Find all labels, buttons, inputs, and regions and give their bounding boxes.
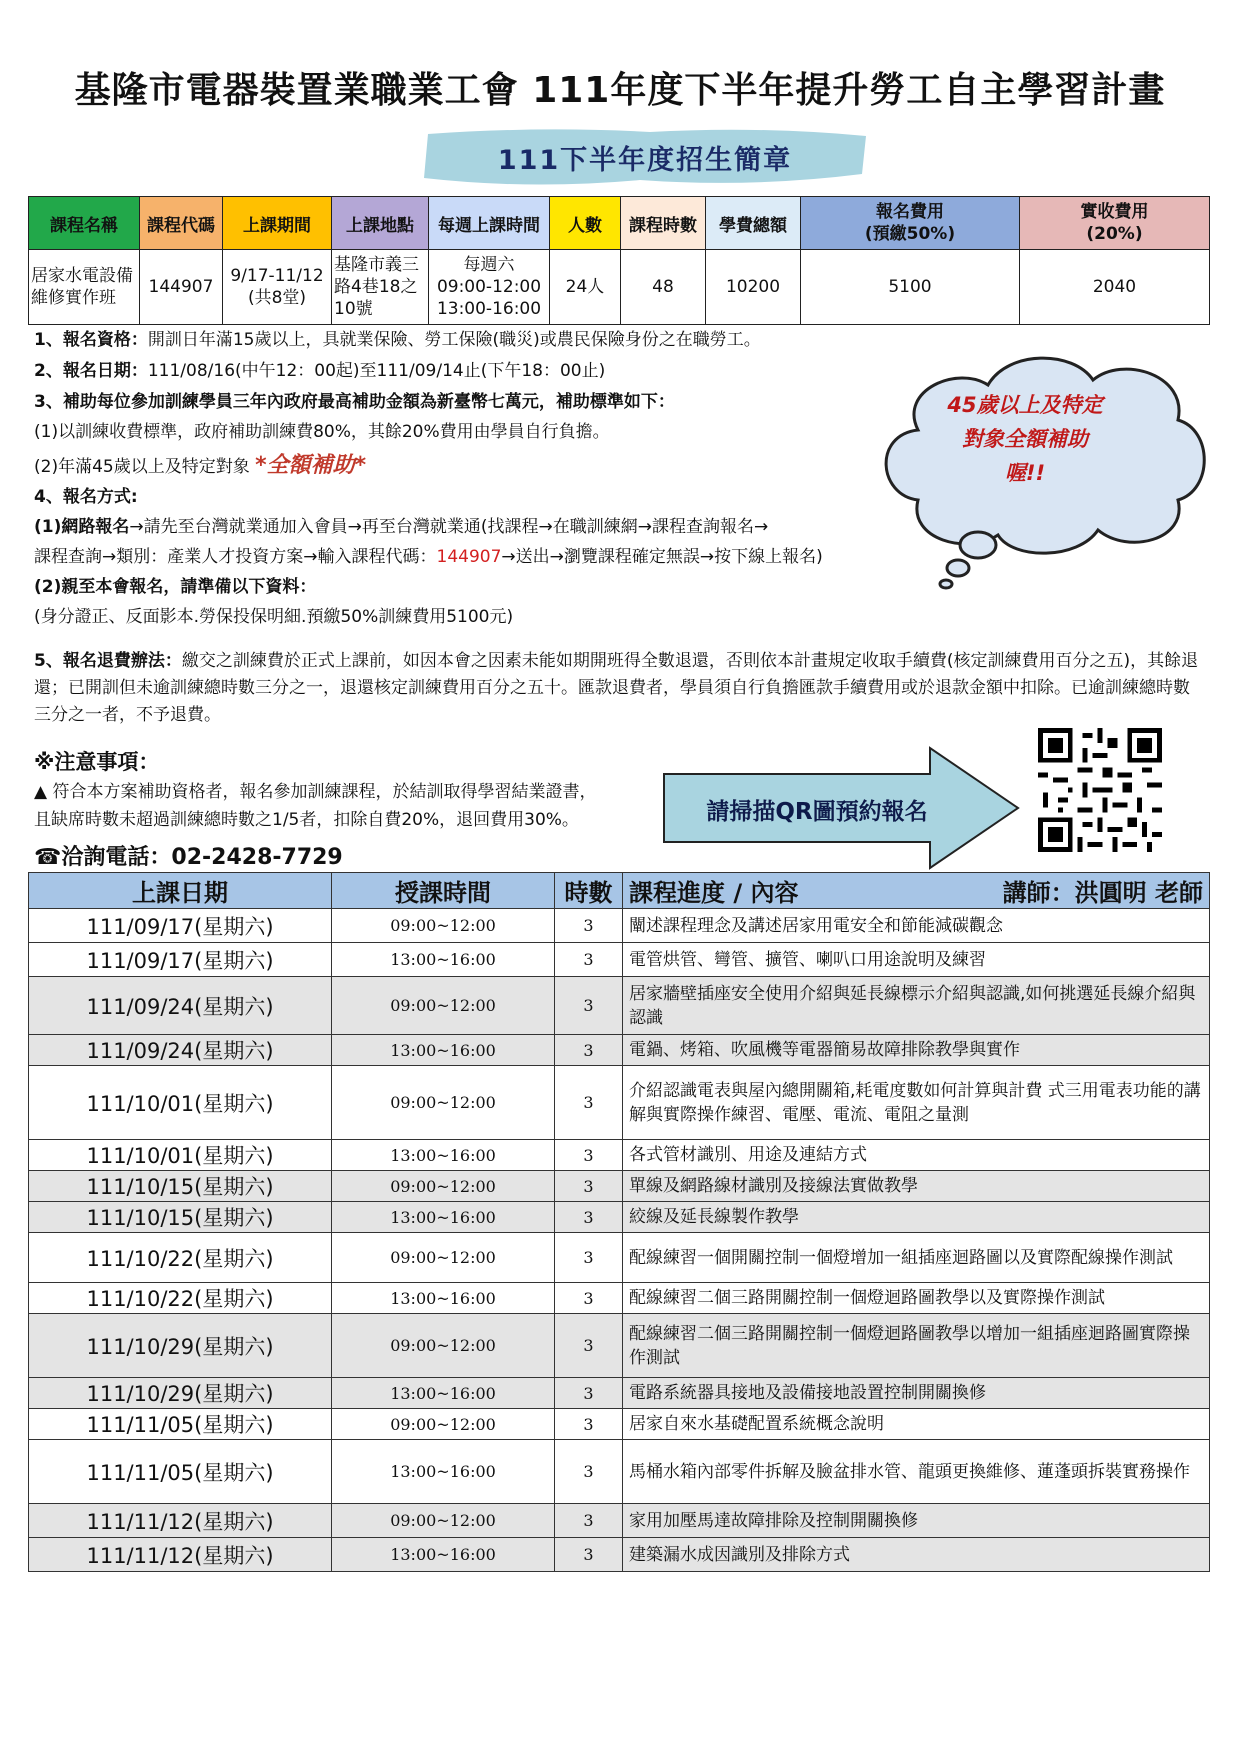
schedule-time: 09:00~12:00	[332, 1504, 555, 1538]
schedule-hours: 3	[555, 1314, 623, 1378]
schedule-hours: 3	[555, 1233, 623, 1283]
hdr-course-code: 課程代碼	[140, 197, 223, 250]
schedule-content: 絞線及延長線製作教學	[623, 1202, 1210, 1233]
schedule-date: 111/09/17(星期六)	[29, 943, 332, 977]
schedule-hours: 3	[555, 1440, 623, 1504]
schedule-content: 電鍋、烤箱、吹風機等電器簡易故障排除教學與實作	[623, 1035, 1210, 1066]
info-subsidy-standard: (1)以訓練收費標準，政府補助訓練費80%，其餘20%費用由學員自行負擔。	[34, 422, 610, 442]
schedule-time: 09:00~12:00	[332, 1409, 555, 1440]
schedule-row	[29, 977, 1210, 1035]
schedule-row	[29, 1504, 1210, 1538]
info-method: 4、報名方式:	[34, 487, 138, 507]
hdr-period: 上課期間	[223, 197, 332, 250]
info-subsidy-full-text: (2)年滿45歲以上及特定對象	[34, 457, 250, 477]
info-refund	[34, 648, 1204, 729]
schedule-content: 家用加壓馬達故障排除及控制開關換修	[623, 1504, 1210, 1538]
schedule-date: 111/10/15(星期六)	[29, 1171, 332, 1202]
schedule-date: 111/11/05(星期六)	[29, 1440, 332, 1504]
hdr-people: 人數	[550, 197, 621, 250]
schedule-date: 111/11/12(星期六)	[29, 1504, 332, 1538]
info-refund-text: 繳交之訓練費於正式上課前，如因本會之因素未能如期開班得全數退還，否則依本計畫規定收取手續費(核定訓練費用百分之五)，其餘退還；已開訓但未逾訓練總時數三分之一，退還核定訓練費用百分之五十。匯款退費者，學員須自行負擔匯款手續費用或於退款金額中扣除。已逾訓練總時數三分之一者，不予退費。	[34, 651, 1199, 725]
schedule-time: 13:00~16:00	[332, 1202, 555, 1233]
info-online-steps-pre: 課程查詢→類別：產業人才投資方案→輸入課程代碼：	[34, 547, 437, 567]
schedule-row	[29, 1035, 1210, 1066]
info-dates-label: 2、報名日期：	[34, 361, 148, 381]
info-eligibility-label: 1、報名資格：	[34, 330, 148, 350]
qr-prompt: 請掃描QR圖預約報名	[706, 799, 928, 825]
schedule-date: 111/10/29(星期六)	[29, 1314, 332, 1378]
course-name: 居家水電設備維修實作班	[29, 250, 140, 325]
schedule-time: 13:00~16:00	[332, 1035, 555, 1066]
schedule-time: 09:00~12:00	[332, 1171, 555, 1202]
schedule-row	[29, 1314, 1210, 1378]
schedule-time: 13:00~16:00	[332, 1378, 555, 1409]
cloud-line-1: 45歲以上及特定	[947, 393, 1103, 417]
info-online-steps-post: →送出→瀏覽課程確定無誤→按下線上報名)	[501, 547, 823, 567]
schedule-time: 09:00~12:00	[332, 1314, 555, 1378]
info-dates	[34, 359, 605, 383]
cloud-message	[905, 388, 1145, 490]
info-refund-label: 5、報名退費辦法：	[34, 651, 182, 671]
schedule-row	[29, 1233, 1210, 1283]
course-period: 9/17-11/12 (共8堂)	[223, 250, 332, 325]
course-weekly-time: 每週六 09:00-12:00 13:00-16:00	[429, 250, 550, 325]
course-table	[28, 196, 1210, 325]
schedule-time: 09:00~12:00	[332, 1233, 555, 1283]
hdr-course-name: 課程名稱	[29, 197, 140, 250]
schedule-date: 111/10/15(星期六)	[29, 1202, 332, 1233]
schedule-row	[29, 1440, 1210, 1504]
hdr-tuition: 學費總額	[706, 197, 801, 250]
schedule-hours: 3	[555, 1140, 623, 1171]
info-documents: (身分證正、反面影本.勞保投保明細.預繳50%訓練費用5100元)	[34, 607, 514, 627]
schedule-content: 配線練習二個三路開關控制一個燈迴路圖教學以增加一組插座迴路圖實際操作測試	[623, 1314, 1210, 1378]
schedule-content: 配線練習二個三路開關控制一個燈迴路圖教學以及實際操作測試	[623, 1283, 1210, 1314]
qr-code-icon[interactable]	[1038, 728, 1162, 852]
hdr-content-label: 課程進度 / 內容	[629, 879, 799, 907]
info-eligibility	[34, 328, 761, 352]
schedule-row	[29, 1409, 1210, 1440]
schedule-hours: 3	[555, 1171, 623, 1202]
course-people: 24人	[550, 250, 621, 325]
schedule-date: 111/11/05(星期六)	[29, 1409, 332, 1440]
schedule-hours: 3	[555, 1378, 623, 1409]
schedule-time: 13:00~16:00	[332, 1440, 555, 1504]
schedule-time: 13:00~16:00	[332, 1140, 555, 1171]
info-in-person: (2)親至本會報名，請準備以下資料：	[34, 577, 317, 597]
schedule-row	[29, 1538, 1210, 1572]
schedule-content: 馬桶水箱內部零件拆解及臉盆排水管、龍頭更換維修、蓮蓬頭拆裝實務操作	[623, 1440, 1210, 1504]
schedule-hours: 3	[555, 943, 623, 977]
schedule-row	[29, 1378, 1210, 1409]
phone-number: ☎洽詢電話：02-2428-7729	[34, 845, 343, 870]
schedule-content: 居家牆壁插座安全使用介紹與延長線標示介紹與認識,如何挑選延長線介紹與認識	[623, 977, 1210, 1035]
schedule-hours: 3	[555, 977, 623, 1035]
info-subsidy-full	[34, 454, 366, 479]
schedule-content: 配線練習一個開關控制一個燈增加一組插座迴路圖以及實際配線操作測試	[623, 1233, 1210, 1283]
info-subsidy: 3、補助每位參加訓練學員三年內政府最高補助金額為新臺幣七萬元，補助標準如下：	[34, 392, 675, 412]
hdr-hours: 課程時數	[621, 197, 706, 250]
cloud-line-3: 喔!!	[1004, 461, 1046, 485]
schedule-content: 闡述課程理念及講述居家用電安全和節能減碳觀念	[623, 909, 1210, 943]
schedule-content: 居家自來水基礎配置系統概念說明	[623, 1409, 1210, 1440]
hdr-hours: 時數	[555, 873, 623, 909]
info-online-text: →請先至台灣就業通加入會員→再至台灣就業通(找課程→在職訓練網→課程查詢報名→	[129, 517, 769, 537]
info-online	[34, 515, 768, 539]
info-dates-text: 111/08/16(中午12：00起)至111/09/14止(下午18：00止)	[147, 361, 606, 381]
schedule-date: 111/10/22(星期六)	[29, 1283, 332, 1314]
hdr-weekly-time: 每週上課時間	[429, 197, 550, 250]
schedule-time: 13:00~16:00	[332, 1283, 555, 1314]
notice-line-1: ▲ 符合本方案補助資格者，報名參加訓練課程，於結訓取得學習結業證書，	[34, 782, 597, 802]
hdr-location: 上課地點	[332, 197, 429, 250]
course-hours: 48	[621, 250, 706, 325]
notice-title: ※注意事項：	[34, 750, 160, 774]
hdr-content	[623, 873, 1210, 909]
hdr-time: 授課時間	[332, 873, 555, 909]
schedule-date: 111/10/22(星期六)	[29, 1233, 332, 1283]
course-tuition: 10200	[706, 250, 801, 325]
schedule-row	[29, 909, 1210, 943]
info-course-code: 144907	[436, 547, 502, 567]
schedule-hours: 3	[555, 1409, 623, 1440]
full-subsidy-highlight: *全額補助*	[255, 453, 367, 478]
schedule-time: 09:00~12:00	[332, 1066, 555, 1140]
info-online-label: (1)網路報名	[34, 517, 130, 537]
schedule-date: 111/09/24(星期六)	[29, 977, 332, 1035]
course-registration-fee: 5100	[801, 250, 1020, 325]
schedule-hours: 3	[555, 1202, 623, 1233]
notice-line-2: 且缺席時數未超過訓練總時數之1/5者，扣除自費20%，退回費用30%。	[34, 810, 579, 830]
schedule-content: 各式管材識別、用途及連結方式	[623, 1140, 1210, 1171]
schedule-row	[29, 1202, 1210, 1233]
schedule-time: 09:00~12:00	[332, 909, 555, 943]
schedule-time: 13:00~16:00	[332, 943, 555, 977]
schedule-hours: 3	[555, 1283, 623, 1314]
schedule-date: 111/09/17(星期六)	[29, 909, 332, 943]
schedule-hours: 3	[555, 1035, 623, 1066]
course-location: 基隆市義三路4巷18之10號	[332, 250, 429, 325]
hdr-actual-fee: 實收費用 (20%)	[1020, 197, 1210, 250]
banner-title: 111下半年度招生簡章	[497, 145, 793, 176]
schedule-hours: 3	[555, 1066, 623, 1140]
hdr-registration-fee: 報名費用 (預繳50%)	[801, 197, 1020, 250]
schedule-row	[29, 1140, 1210, 1171]
schedule-date: 111/10/01(星期六)	[29, 1140, 332, 1171]
schedule-row	[29, 943, 1210, 977]
schedule-header	[29, 873, 1210, 909]
schedule-row	[29, 1171, 1210, 1202]
cloud-line-2: 對象全額補助	[962, 427, 1088, 451]
schedule-content: 單線及網路線材識別及接線法實做教學	[623, 1171, 1210, 1202]
schedule-content: 電路系統器具接地及設備接地設置控制開關換修	[623, 1378, 1210, 1409]
course-table-row	[29, 250, 1210, 325]
course-actual-fee: 2040	[1020, 250, 1210, 325]
schedule-content: 電管烘管、彎管、擴管、喇叭口用途說明及練習	[623, 943, 1210, 977]
schedule-row	[29, 1066, 1210, 1140]
page-title: 基隆市電器裝置業職業工會 111年度下半年提升勞工自主學習計畫	[74, 70, 1166, 111]
schedule-table	[28, 872, 1210, 1572]
schedule-date: 111/10/01(星期六)	[29, 1066, 332, 1140]
course-table-header	[29, 197, 1210, 250]
hdr-teacher: 講師：洪圓明 老師	[1002, 879, 1203, 907]
schedule-date: 111/11/12(星期六)	[29, 1538, 332, 1572]
schedule-time: 13:00~16:00	[332, 1538, 555, 1572]
schedule-hours: 3	[555, 1538, 623, 1572]
hdr-date: 上課日期	[29, 873, 332, 909]
schedule-row	[29, 1283, 1210, 1314]
schedule-date: 111/10/29(星期六)	[29, 1378, 332, 1409]
schedule-content: 建築漏水成因識別及排除方式	[623, 1538, 1210, 1572]
course-code: 144907	[140, 250, 223, 325]
info-eligibility-text: 開訓日年滿15歲以上，具就業保險、勞工保險(職災)或農民保險身份之在職勞工。	[147, 330, 761, 350]
info-online-steps	[34, 545, 823, 569]
schedule-date: 111/09/24(星期六)	[29, 1035, 332, 1066]
schedule-hours: 3	[555, 1504, 623, 1538]
schedule-time: 09:00~12:00	[332, 977, 555, 1035]
schedule-content: 介紹認識電表與屋內總開關箱,耗電度數如何計算與計費 式三用電表功能的講解與實際操作練習、電壓、電流、電阻之量測	[623, 1066, 1210, 1140]
schedule-hours: 3	[555, 909, 623, 943]
